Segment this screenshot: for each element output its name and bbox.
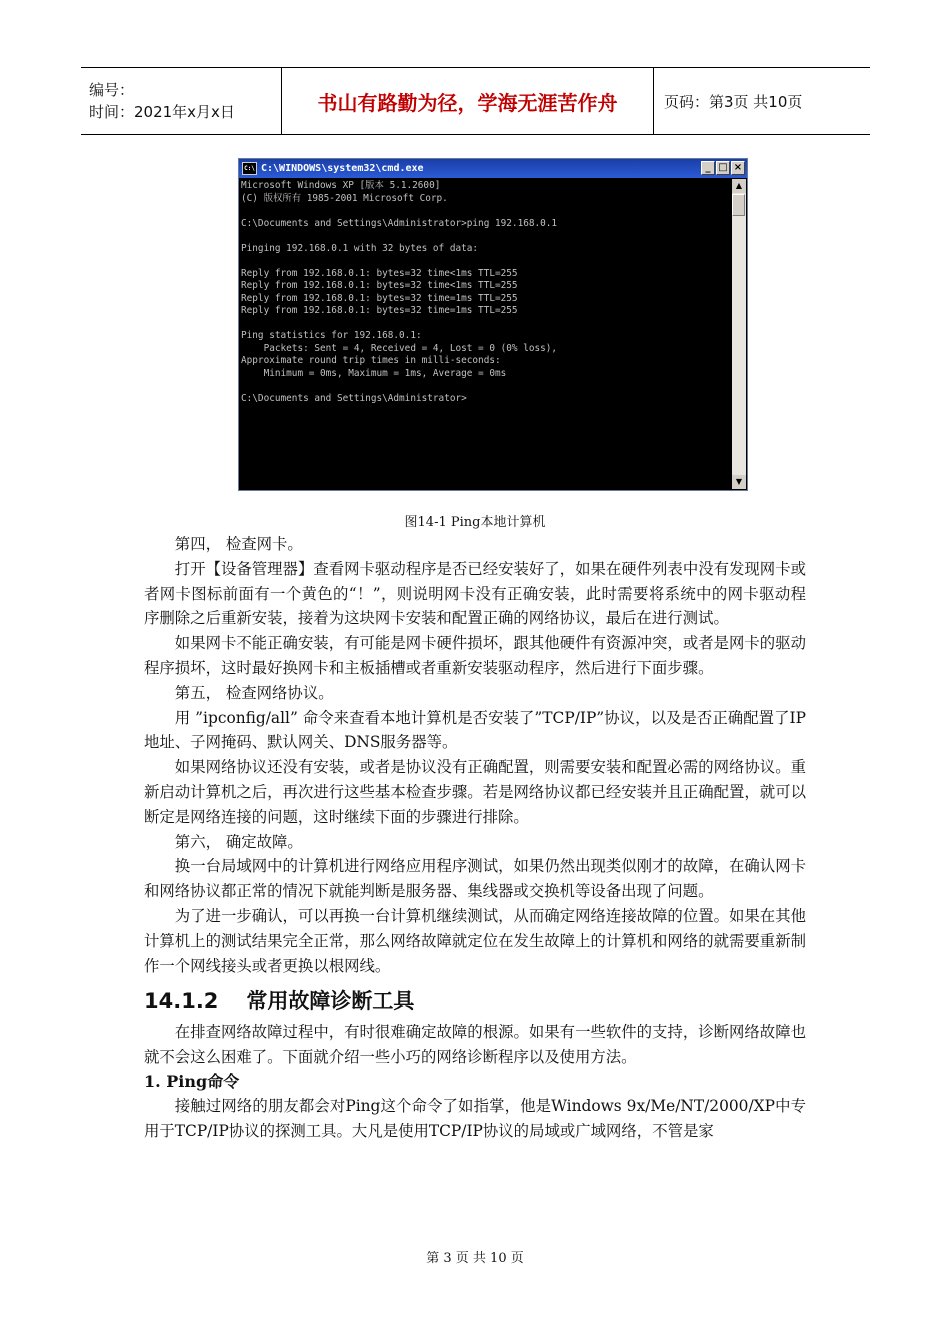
cmd-line: Reply from 192.168.0.1: bytes=32 time<1ms TTL=255 [241, 267, 518, 279]
section-heading [144, 986, 806, 1016]
cmd-line: Reply from 192.168.0.1: bytes=32 time=1ms TTL=255 [241, 305, 518, 316]
cmd-window-screenshot [238, 158, 748, 491]
cmd-line: Pinging 192.168.0.1 with 32 bytes of data: [241, 242, 479, 254]
cmd-line: Ping statistics for 192.168.0.1: [241, 330, 422, 341]
section-number: 14.1.2 [144, 989, 219, 1014]
maximize-icon: □ [716, 161, 730, 175]
page-header [81, 67, 870, 135]
header-page-label: 页码：第3页 共10页 [664, 92, 803, 111]
cmd-scrollbar [732, 179, 746, 489]
cmd-line: C:\Documents and Settings\Administrator> [241, 392, 467, 404]
header-motto-text: 书山有路勤为径，学海无涯苦作舟 [317, 90, 618, 115]
paragraph: 换一台局域网中的计算机进行网络应用程序测试，如果仍然出现类似刚才的故障，在确认网卡和网络协议都正常的情况下就能判断是服务器、集线器或交换机等设备出现了问题。 [144, 857, 806, 901]
cmd-line: (C) 版权所有 1985-2001 Microsoft Corp. [241, 192, 448, 204]
cmd-line: Packets: Sent = 4, Received = 4, Lost = 0 (0% loss), [241, 342, 558, 354]
cmd-line: Reply from 192.168.0.1: bytes=32 time<1ms TTL=255 [241, 280, 518, 291]
cmd-line: Reply from 192.168.0.1: bytes=32 time=1ms TTL=255 [241, 292, 518, 304]
cmd-line [241, 205, 730, 218]
paragraph: 打开【设备管理器】查看网卡驱动程序是否已经安装好了，如果在硬件列表中没有发现网卡或者网卡图标前面有一个黄色的“！”，则说明网卡没有正确安装，此时需要将系统中的网卡驱动程序删除之后重新安装，接着为这块网卡安装和配置正确的网络协议，最后在进行测试。 [144, 559, 806, 628]
cmd-window-buttons [701, 161, 745, 175]
section-title: 常用故障诊断工具 [246, 989, 415, 1014]
cmd-line: Minimum = 0ms, Maximum = 1ms, Average = 0ms [241, 367, 507, 379]
scroll-down-icon: ▼ [732, 475, 746, 489]
paragraph: 第四， 检查网卡。 [174, 535, 303, 553]
body-content [144, 532, 806, 1144]
cmd-line [241, 318, 730, 331]
figure-caption: 图14-1 Ping本地计算机 [404, 515, 546, 530]
header-page-cell [654, 68, 870, 134]
header-time-label: 时间：2021年x月x日 [89, 103, 235, 121]
scroll-thumb [732, 194, 745, 216]
cmd-titlebar [239, 159, 747, 178]
paragraph: 第六， 确定故障。 [174, 832, 303, 851]
cmd-line: C:\Documents and Settings\Administrator>ping 192.168.0.1 [241, 217, 558, 229]
header-motto [282, 68, 654, 134]
paragraph: 为了进一步确认，可以再换一台计算机继续测试，从而确定网络连接故障的位置。如果在其他计算机上的测试结果完全正常，那么网络故障就定位在发生故障上的计算机和网络的就需要重新制作一个网线接头或者更换以根网线。 [144, 906, 806, 975]
header-left-cell [81, 68, 282, 134]
console-icon: C:\ [242, 162, 257, 175]
close-icon: × [731, 161, 745, 175]
page-footer: 第 3 页 共 10 页 [426, 1251, 524, 1266]
cmd-title-text: C:\WINDOWS\system32\cmd.exe [261, 163, 424, 174]
subsection-heading: 1. Ping命令 [144, 1071, 240, 1091]
subsection-paragraph: 接触过网络的朋友都会对Ping这个命令了如指掌，他是Windows 9x/Me/NT/2000/XP中专用于TCP/IP协议的探测工具。大凡是使用TCP/IP协议的局域或广域网络，不管是家 [144, 1096, 806, 1140]
cmd-output [241, 180, 730, 488]
minimize-icon: _ [701, 161, 715, 175]
header-id-label: 编号： [89, 81, 135, 99]
paragraph: 如果网络协议还没有安装，或者是协议没有正确配置，则需要安装和配置必需的网络协议。重新启动计算机之后，再次进行这些基本检查步骤。若是网络协议都已经安装并且正确配置，就可以断定是网络连接的问题，这时继续下面的步骤进行排除。 [144, 758, 806, 826]
cmd-line [241, 380, 730, 393]
paragraph: 用 ”ipconfig/all” 命令来查看本地计算机是否安装了”TCP/IP”协议，以及是否正确配置了IP地址、子网掩码、默认网关、DNS服务器等。 [144, 708, 806, 752]
paragraph: 如果网卡不能正确安装，有可能是网卡硬件损坏，跟其他硬件有资源冲突，或者是网卡的驱动程序损坏，这时最好换网卡和主板插槽或者重新安装驱动程序，然后进行下面步骤。 [144, 634, 806, 677]
cmd-line [241, 255, 730, 268]
cmd-line: Microsoft Windows XP [版本 5.1.2600] [241, 180, 441, 191]
cmd-line [241, 230, 730, 243]
section-paragraph: 在排查网络故障过程中，有时很难确定故障的根源。如果有一些软件的支持，诊断网络故障也就不会这么困难了。下面就介绍一些小巧的网络诊断程序以及使用方法。 [144, 1023, 806, 1067]
cmd-line: Approximate round trip times in milli-seconds: [241, 355, 501, 366]
scroll-up-icon: ▲ [732, 179, 746, 193]
paragraph: 第五， 检查网络协议。 [174, 683, 334, 702]
